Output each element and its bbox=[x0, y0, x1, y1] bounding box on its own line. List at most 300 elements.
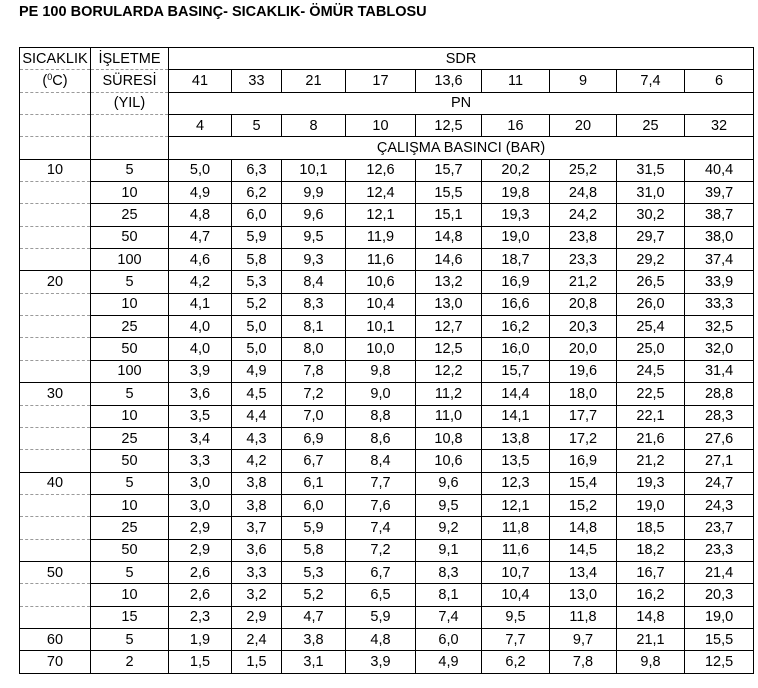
pressure-value-cell: 9,2 bbox=[416, 517, 482, 539]
pressure-value-cell: 9,9 bbox=[282, 182, 346, 204]
years-cell: 15 bbox=[91, 606, 169, 628]
pressure-value-cell: 18,2 bbox=[617, 539, 685, 561]
pressure-value-cell: 19,3 bbox=[482, 204, 550, 226]
pressure-value-cell: 4,0 bbox=[169, 338, 232, 360]
pressure-value-cell: 9,6 bbox=[282, 204, 346, 226]
pressure-value-cell: 21,4 bbox=[685, 561, 754, 583]
pressure-value-cell: 4,4 bbox=[232, 405, 282, 427]
pressure-value-cell: 3,8 bbox=[232, 472, 282, 494]
years-cell: 100 bbox=[91, 249, 169, 271]
pressure-value-cell: 7,0 bbox=[282, 405, 346, 427]
pressure-value-cell: 23,3 bbox=[685, 539, 754, 561]
pressure-value-cell: 11,6 bbox=[482, 539, 550, 561]
pressure-value-cell: 12,6 bbox=[346, 159, 416, 181]
temperature-cell bbox=[20, 539, 91, 561]
pressure-value-cell: 6,0 bbox=[416, 628, 482, 650]
years-cell: 2 bbox=[91, 651, 169, 673]
pressure-value-cell: 18,7 bbox=[482, 249, 550, 271]
page-title: PE 100 BORULARDA BASINÇ- SICAKLIK- ÖMÜR TABLOSU bbox=[19, 4, 427, 20]
sdr-value-cell: 21 bbox=[282, 70, 346, 92]
temperature-cell bbox=[20, 584, 91, 606]
temperature-cell: 70 bbox=[20, 651, 91, 673]
years-cell: 5 bbox=[91, 472, 169, 494]
pressure-value-cell: 6,2 bbox=[232, 182, 282, 204]
pressure-value-cell: 1,5 bbox=[169, 651, 232, 673]
pressure-value-cell: 9,0 bbox=[346, 383, 416, 405]
pressure-value-cell: 14,8 bbox=[550, 517, 617, 539]
temperature-cell bbox=[20, 360, 91, 382]
pressure-value-cell: 4,8 bbox=[169, 204, 232, 226]
pressure-value-cell: 20,0 bbox=[550, 338, 617, 360]
pressure-value-cell: 10,0 bbox=[346, 338, 416, 360]
pressure-value-cell: 4,6 bbox=[169, 249, 232, 271]
pressure-value-cell: 19,0 bbox=[685, 606, 754, 628]
pressure-value-cell: 5,3 bbox=[282, 561, 346, 583]
temperature-cell: 50 bbox=[20, 561, 91, 583]
table-row bbox=[20, 249, 754, 271]
sdr-value-cell: 33 bbox=[232, 70, 282, 92]
pressure-value-cell: 19,8 bbox=[482, 182, 550, 204]
temperature-cell bbox=[20, 517, 91, 539]
pressure-value-cell: 5,8 bbox=[282, 539, 346, 561]
temperature-cell bbox=[20, 606, 91, 628]
pressure-value-cell: 20,8 bbox=[550, 293, 617, 315]
years-cell: 25 bbox=[91, 427, 169, 449]
temperature-cell bbox=[20, 204, 91, 226]
years-cell: 5 bbox=[91, 561, 169, 583]
pressure-value-cell: 2,9 bbox=[232, 606, 282, 628]
pressure-value-cell: 33,3 bbox=[685, 293, 754, 315]
pressure-value-cell: 9,8 bbox=[346, 360, 416, 382]
pressure-value-cell: 27,1 bbox=[685, 450, 754, 472]
pressure-value-cell: 37,4 bbox=[685, 249, 754, 271]
pressure-value-cell: 13,8 bbox=[482, 427, 550, 449]
pressure-value-cell: 5,2 bbox=[232, 293, 282, 315]
table-row bbox=[20, 360, 754, 382]
pressure-value-cell: 3,9 bbox=[346, 651, 416, 673]
years-cell: 10 bbox=[91, 182, 169, 204]
pressure-value-cell: 22,5 bbox=[617, 383, 685, 405]
pressure-value-cell: 5,9 bbox=[346, 606, 416, 628]
pressure-value-cell: 14,4 bbox=[482, 383, 550, 405]
pressure-value-cell: 15,5 bbox=[416, 182, 482, 204]
header-row-pn bbox=[20, 92, 754, 114]
pressure-value-cell: 15,4 bbox=[550, 472, 617, 494]
pressure-value-cell: 2,6 bbox=[169, 561, 232, 583]
pressure-value-cell: 33,9 bbox=[685, 271, 754, 293]
pressure-value-cell: 15,1 bbox=[416, 204, 482, 226]
pressure-value-cell: 3,8 bbox=[232, 494, 282, 516]
pressure-value-cell: 4,5 bbox=[232, 383, 282, 405]
pressure-temperature-life-table bbox=[19, 47, 754, 674]
header-spacer bbox=[20, 92, 91, 114]
pressure-value-cell: 3,3 bbox=[232, 561, 282, 583]
pressure-value-cell: 3,6 bbox=[169, 383, 232, 405]
table-row bbox=[20, 383, 754, 405]
pressure-value-cell: 25,4 bbox=[617, 316, 685, 338]
table-row bbox=[20, 472, 754, 494]
pressure-value-cell: 26,0 bbox=[617, 293, 685, 315]
temperature-cell bbox=[20, 316, 91, 338]
pressure-value-cell: 5,0 bbox=[232, 316, 282, 338]
pressure-value-cell: 8,6 bbox=[346, 427, 416, 449]
pressure-value-cell: 15,2 bbox=[550, 494, 617, 516]
table-row bbox=[20, 405, 754, 427]
pressure-value-cell: 24,2 bbox=[550, 204, 617, 226]
pressure-value-cell: 7,2 bbox=[282, 383, 346, 405]
years-cell: 5 bbox=[91, 628, 169, 650]
years-cell: 25 bbox=[91, 204, 169, 226]
sicaklik-header: SICAKLIK bbox=[20, 48, 91, 70]
years-cell: 50 bbox=[91, 338, 169, 360]
header-spacer bbox=[91, 137, 169, 159]
yil-header: (YIL) bbox=[91, 92, 169, 114]
pressure-value-cell: 10,7 bbox=[482, 561, 550, 583]
sdr-value-cell: 41 bbox=[169, 70, 232, 92]
pn-value-cell: 8 bbox=[282, 115, 346, 137]
pressure-value-cell: 6,0 bbox=[282, 494, 346, 516]
pressure-value-cell: 10,8 bbox=[416, 427, 482, 449]
suresi-header: SÜRESİ bbox=[91, 70, 169, 92]
temperature-cell bbox=[20, 226, 91, 248]
pressure-value-cell: 6,2 bbox=[482, 651, 550, 673]
pressure-value-cell: 24,7 bbox=[685, 472, 754, 494]
temperature-cell: 40 bbox=[20, 472, 91, 494]
pressure-value-cell: 39,7 bbox=[685, 182, 754, 204]
pressure-value-cell: 3,1 bbox=[282, 651, 346, 673]
pressure-value-cell: 8,4 bbox=[282, 271, 346, 293]
pressure-value-cell: 10,4 bbox=[482, 584, 550, 606]
sdr-value-cell: 6 bbox=[685, 70, 754, 92]
years-cell: 25 bbox=[91, 316, 169, 338]
header-spacer bbox=[91, 115, 169, 137]
pressure-value-cell: 24,5 bbox=[617, 360, 685, 382]
header-spacer bbox=[20, 115, 91, 137]
pressure-value-cell: 17,2 bbox=[550, 427, 617, 449]
pressure-value-cell: 15,7 bbox=[482, 360, 550, 382]
pressure-value-cell: 13,0 bbox=[550, 584, 617, 606]
pressure-value-cell: 21,2 bbox=[617, 450, 685, 472]
pressure-value-cell: 8,0 bbox=[282, 338, 346, 360]
header-row-pn-values bbox=[20, 115, 754, 137]
sdr-value-cell: 7,4 bbox=[617, 70, 685, 92]
pressure-value-cell: 13,2 bbox=[416, 271, 482, 293]
table-row bbox=[20, 226, 754, 248]
table-body bbox=[20, 48, 754, 674]
pressure-value-cell: 2,3 bbox=[169, 606, 232, 628]
header-row-sdr bbox=[20, 48, 754, 70]
pressure-value-cell: 11,9 bbox=[346, 226, 416, 248]
temperature-cell bbox=[20, 427, 91, 449]
pressure-value-cell: 14,1 bbox=[482, 405, 550, 427]
pressure-value-cell: 4,7 bbox=[282, 606, 346, 628]
pressure-value-cell: 13,4 bbox=[550, 561, 617, 583]
pressure-value-cell: 14,6 bbox=[416, 249, 482, 271]
pressure-value-cell: 7,8 bbox=[550, 651, 617, 673]
pressure-value-cell: 12,2 bbox=[416, 360, 482, 382]
pressure-value-cell: 16,0 bbox=[482, 338, 550, 360]
temperature-cell bbox=[20, 293, 91, 315]
pressure-value-cell: 3,2 bbox=[232, 584, 282, 606]
temperature-cell: 30 bbox=[20, 383, 91, 405]
pressure-value-cell: 7,2 bbox=[346, 539, 416, 561]
years-cell: 10 bbox=[91, 405, 169, 427]
pressure-value-cell: 9,1 bbox=[416, 539, 482, 561]
table-row bbox=[20, 450, 754, 472]
sdr-value-cell: 11 bbox=[482, 70, 550, 92]
table-row bbox=[20, 651, 754, 673]
header-row-sdr-values bbox=[20, 70, 754, 92]
temperature-cell bbox=[20, 182, 91, 204]
isletme-header: İŞLETME bbox=[91, 48, 169, 70]
pressure-value-cell: 5,3 bbox=[232, 271, 282, 293]
years-cell: 50 bbox=[91, 450, 169, 472]
pressure-value-cell: 9,5 bbox=[416, 494, 482, 516]
pressure-value-cell: 9,7 bbox=[550, 628, 617, 650]
pressure-value-cell: 18,5 bbox=[617, 517, 685, 539]
pressure-value-cell: 30,2 bbox=[617, 204, 685, 226]
pressure-value-cell: 6,9 bbox=[282, 427, 346, 449]
pressure-value-cell: 2,9 bbox=[169, 517, 232, 539]
pressure-value-cell: 3,3 bbox=[169, 450, 232, 472]
pressure-value-cell: 7,8 bbox=[282, 360, 346, 382]
pressure-value-cell: 22,1 bbox=[617, 405, 685, 427]
pressure-value-cell: 32,5 bbox=[685, 316, 754, 338]
years-cell: 25 bbox=[91, 517, 169, 539]
pressure-value-cell: 4,9 bbox=[169, 182, 232, 204]
table-row bbox=[20, 606, 754, 628]
pressure-value-cell: 11,6 bbox=[346, 249, 416, 271]
temperature-cell: 10 bbox=[20, 159, 91, 181]
pressure-value-cell: 16,2 bbox=[482, 316, 550, 338]
table-row bbox=[20, 159, 754, 181]
years-cell: 100 bbox=[91, 360, 169, 382]
pressure-value-cell: 23,3 bbox=[550, 249, 617, 271]
pressure-value-cell: 27,6 bbox=[685, 427, 754, 449]
pn-header: PN bbox=[169, 92, 754, 114]
pressure-value-cell: 20,2 bbox=[482, 159, 550, 181]
pressure-value-cell: 3,8 bbox=[282, 628, 346, 650]
pressure-value-cell: 32,0 bbox=[685, 338, 754, 360]
table-row bbox=[20, 539, 754, 561]
pressure-value-cell: 14,5 bbox=[550, 539, 617, 561]
pressure-value-cell: 10,6 bbox=[346, 271, 416, 293]
temperature-cell bbox=[20, 405, 91, 427]
pressure-value-cell: 2,9 bbox=[169, 539, 232, 561]
pressure-value-cell: 6,3 bbox=[232, 159, 282, 181]
years-cell: 5 bbox=[91, 271, 169, 293]
pressure-value-cell: 13,0 bbox=[416, 293, 482, 315]
pressure-value-cell: 16,9 bbox=[550, 450, 617, 472]
table-row bbox=[20, 628, 754, 650]
pressure-value-cell: 21,1 bbox=[617, 628, 685, 650]
pressure-value-cell: 3,0 bbox=[169, 472, 232, 494]
pressure-value-cell: 5,2 bbox=[282, 584, 346, 606]
pressure-value-cell: 1,5 bbox=[232, 651, 282, 673]
pressure-value-cell: 7,6 bbox=[346, 494, 416, 516]
pressure-value-cell: 5,0 bbox=[169, 159, 232, 181]
pressure-value-cell: 3,6 bbox=[232, 539, 282, 561]
pressure-value-cell: 19,0 bbox=[482, 226, 550, 248]
header-row-calisma bbox=[20, 137, 754, 159]
pressure-value-cell: 20,3 bbox=[550, 316, 617, 338]
pressure-value-cell: 29,2 bbox=[617, 249, 685, 271]
pressure-value-cell: 9,3 bbox=[282, 249, 346, 271]
pressure-value-cell: 2,6 bbox=[169, 584, 232, 606]
pressure-value-cell: 3,4 bbox=[169, 427, 232, 449]
pressure-value-cell: 28,8 bbox=[685, 383, 754, 405]
pressure-value-cell: 4,2 bbox=[232, 450, 282, 472]
table-row bbox=[20, 584, 754, 606]
pressure-value-cell: 12,4 bbox=[346, 182, 416, 204]
header-spacer bbox=[20, 137, 91, 159]
pressure-value-cell: 3,9 bbox=[169, 360, 232, 382]
pressure-value-cell: 12,1 bbox=[346, 204, 416, 226]
pressure-value-cell: 13,5 bbox=[482, 450, 550, 472]
pressure-value-cell: 31,5 bbox=[617, 159, 685, 181]
pressure-value-cell: 15,5 bbox=[685, 628, 754, 650]
pressure-value-cell: 3,5 bbox=[169, 405, 232, 427]
pressure-value-cell: 12,5 bbox=[685, 651, 754, 673]
pressure-value-cell: 6,1 bbox=[282, 472, 346, 494]
pressure-value-cell: 11,8 bbox=[550, 606, 617, 628]
sdr-header: SDR bbox=[169, 48, 754, 70]
pressure-value-cell: 12,1 bbox=[482, 494, 550, 516]
pressure-value-cell: 3,7 bbox=[232, 517, 282, 539]
table-row bbox=[20, 494, 754, 516]
pressure-value-cell: 10,1 bbox=[282, 159, 346, 181]
pressure-value-cell: 12,7 bbox=[416, 316, 482, 338]
pressure-value-cell: 28,3 bbox=[685, 405, 754, 427]
pressure-value-cell: 8,4 bbox=[346, 450, 416, 472]
pressure-value-cell: 7,4 bbox=[346, 517, 416, 539]
pressure-value-cell: 9,5 bbox=[482, 606, 550, 628]
pn-value-cell: 4 bbox=[169, 115, 232, 137]
sdr-value-cell: 13,6 bbox=[416, 70, 482, 92]
pressure-value-cell: 8,3 bbox=[282, 293, 346, 315]
pn-value-cell: 5 bbox=[232, 115, 282, 137]
pressure-value-cell: 7,4 bbox=[416, 606, 482, 628]
pressure-value-cell: 8,8 bbox=[346, 405, 416, 427]
pressure-value-cell: 5,8 bbox=[232, 249, 282, 271]
pn-value-cell: 20 bbox=[550, 115, 617, 137]
pressure-value-cell: 24,8 bbox=[550, 182, 617, 204]
temperature-cell bbox=[20, 249, 91, 271]
pressure-value-cell: 11,2 bbox=[416, 383, 482, 405]
years-cell: 10 bbox=[91, 293, 169, 315]
pressure-value-cell: 31,0 bbox=[617, 182, 685, 204]
pressure-value-cell: 38,7 bbox=[685, 204, 754, 226]
table-row bbox=[20, 427, 754, 449]
calisma-header: ÇALIŞMA BASINCI (BAR) bbox=[169, 137, 754, 159]
pressure-value-cell: 16,7 bbox=[617, 561, 685, 583]
temperature-cell bbox=[20, 338, 91, 360]
sdr-value-cell: 9 bbox=[550, 70, 617, 92]
pressure-value-cell: 21,6 bbox=[617, 427, 685, 449]
pressure-value-cell: 7,7 bbox=[482, 628, 550, 650]
pressure-value-cell: 6,7 bbox=[346, 561, 416, 583]
table-row bbox=[20, 561, 754, 583]
temperature-cell bbox=[20, 450, 91, 472]
temperature-cell: 20 bbox=[20, 271, 91, 293]
pressure-value-cell: 8,1 bbox=[282, 316, 346, 338]
pressure-value-cell: 23,7 bbox=[685, 517, 754, 539]
pressure-value-cell: 5,9 bbox=[232, 226, 282, 248]
table-row bbox=[20, 338, 754, 360]
pressure-value-cell: 18,0 bbox=[550, 383, 617, 405]
pressure-value-cell: 10,1 bbox=[346, 316, 416, 338]
table-row bbox=[20, 182, 754, 204]
pressure-value-cell: 5,9 bbox=[282, 517, 346, 539]
pressure-value-cell: 4,9 bbox=[416, 651, 482, 673]
pressure-value-cell: 9,6 bbox=[416, 472, 482, 494]
years-cell: 5 bbox=[91, 159, 169, 181]
pressure-value-cell: 29,7 bbox=[617, 226, 685, 248]
table-row bbox=[20, 204, 754, 226]
pressure-value-cell: 4,3 bbox=[232, 427, 282, 449]
years-cell: 50 bbox=[91, 226, 169, 248]
pressure-value-cell: 26,5 bbox=[617, 271, 685, 293]
pressure-value-cell: 12,5 bbox=[416, 338, 482, 360]
pressure-value-cell: 25,2 bbox=[550, 159, 617, 181]
temperature-cell bbox=[20, 494, 91, 516]
years-cell: 50 bbox=[91, 539, 169, 561]
pressure-value-cell: 1,9 bbox=[169, 628, 232, 650]
pressure-value-cell: 16,6 bbox=[482, 293, 550, 315]
years-cell: 10 bbox=[91, 584, 169, 606]
pressure-value-cell: 2,4 bbox=[232, 628, 282, 650]
pressure-value-cell: 5,0 bbox=[232, 338, 282, 360]
pn-value-cell: 16 bbox=[482, 115, 550, 137]
table-row bbox=[20, 517, 754, 539]
pressure-value-cell: 31,4 bbox=[685, 360, 754, 382]
pressure-value-cell: 4,0 bbox=[169, 316, 232, 338]
pressure-value-cell: 9,5 bbox=[282, 226, 346, 248]
pressure-value-cell: 16,9 bbox=[482, 271, 550, 293]
pressure-value-cell: 19,0 bbox=[617, 494, 685, 516]
pressure-value-cell: 3,0 bbox=[169, 494, 232, 516]
pressure-value-cell: 17,7 bbox=[550, 405, 617, 427]
table-row bbox=[20, 293, 754, 315]
pressure-value-cell: 4,8 bbox=[346, 628, 416, 650]
temperature-cell: 60 bbox=[20, 628, 91, 650]
pressure-value-cell: 9,8 bbox=[617, 651, 685, 673]
pressure-value-cell: 10,6 bbox=[416, 450, 482, 472]
pressure-value-cell: 7,7 bbox=[346, 472, 416, 494]
pressure-value-cell: 11,0 bbox=[416, 405, 482, 427]
pressure-value-cell: 6,5 bbox=[346, 584, 416, 606]
pressure-value-cell: 4,1 bbox=[169, 293, 232, 315]
pressure-value-cell: 38,0 bbox=[685, 226, 754, 248]
sdr-value-cell: 17 bbox=[346, 70, 416, 92]
pressure-value-cell: 6,7 bbox=[282, 450, 346, 472]
pn-value-cell: 25 bbox=[617, 115, 685, 137]
years-cell: 5 bbox=[91, 383, 169, 405]
pressure-value-cell: 14,8 bbox=[617, 606, 685, 628]
pn-value-cell: 12,5 bbox=[416, 115, 482, 137]
pressure-value-cell: 40,4 bbox=[685, 159, 754, 181]
pn-value-cell: 10 bbox=[346, 115, 416, 137]
pressure-value-cell: 8,3 bbox=[416, 561, 482, 583]
table-row bbox=[20, 316, 754, 338]
pressure-value-cell: 23,8 bbox=[550, 226, 617, 248]
pressure-value-cell: 25,0 bbox=[617, 338, 685, 360]
pressure-value-cell: 4,7 bbox=[169, 226, 232, 248]
pressure-value-cell: 12,3 bbox=[482, 472, 550, 494]
pressure-value-cell: 19,6 bbox=[550, 360, 617, 382]
pressure-value-cell: 21,2 bbox=[550, 271, 617, 293]
pressure-value-cell: 16,2 bbox=[617, 584, 685, 606]
